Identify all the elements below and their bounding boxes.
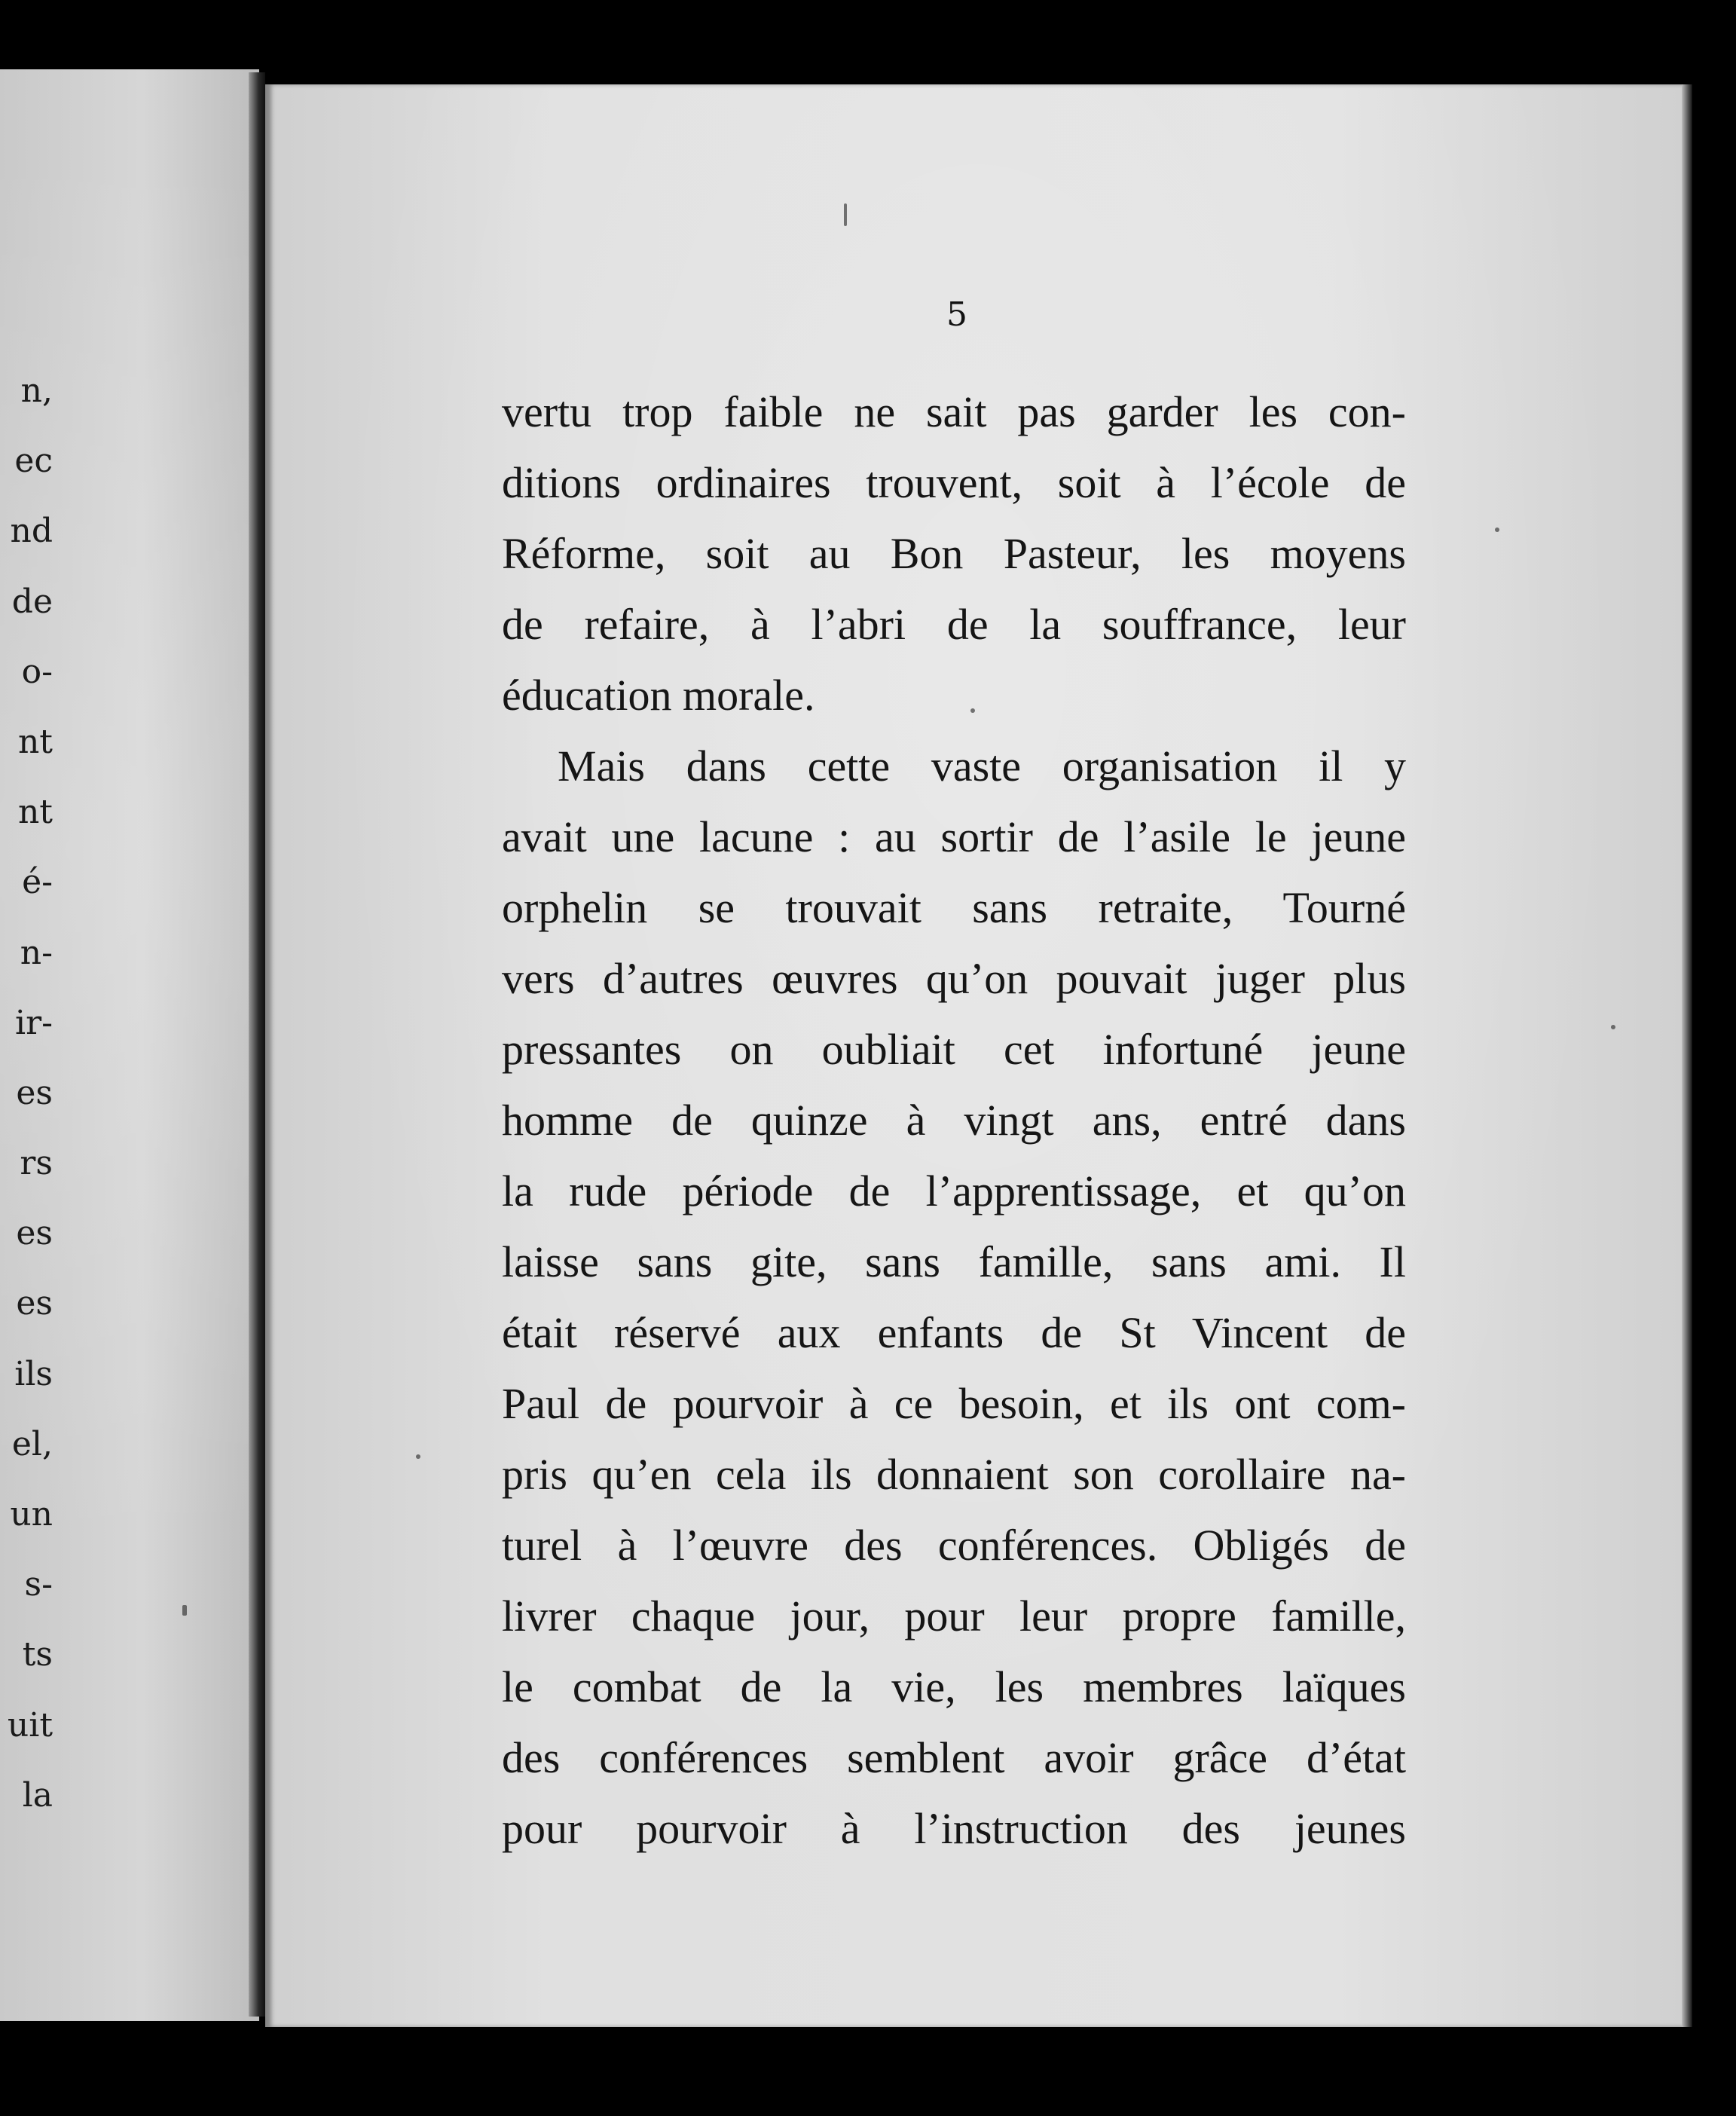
left-line-ending: ec	[14, 442, 53, 481]
left-line-ending: o-	[21, 652, 53, 691]
text-line: vers d’autres œuvres qu’on pouvait juger plus	[502, 954, 1406, 1003]
text-line: Paul de pourvoir à ce besoin, et ils ont com-	[502, 1379, 1406, 1428]
scan-speck	[970, 708, 975, 713]
left-line-ending: n-	[20, 933, 53, 972]
left-line-ending: es	[16, 1214, 53, 1253]
scan-speck	[1611, 1025, 1615, 1029]
book-gutter	[249, 72, 265, 2017]
scan-speck	[416, 1454, 420, 1459]
text-line: pour pourvoir à l’instruction des jeunes	[502, 1804, 1406, 1853]
left-line-ending: el,	[11, 1424, 53, 1463]
page-number: 5	[946, 295, 967, 334]
left-line-ending: uit	[7, 1705, 53, 1744]
scan-speck	[1495, 527, 1499, 532]
paragraph	[502, 377, 1406, 731]
text-line: était réservé aux enfants de St Vincent de	[502, 1308, 1406, 1357]
left-line-ending: ils	[14, 1354, 53, 1393]
text-line: éducation morale.	[502, 671, 815, 720]
text-line: des conférences semblent avoir grâce d’état	[502, 1733, 1406, 1782]
text-line: Réforme, soit au Bon Pasteur, les moyens	[502, 529, 1406, 578]
left-line-ending: n,	[20, 372, 53, 410]
paragraph	[502, 731, 1406, 1864]
text-line: pris qu’en cela ils donnaient son corollaire na-	[502, 1450, 1406, 1499]
text-line: livrer chaque jour, pour leur propre famille,	[502, 1592, 1406, 1641]
left-page-line-endings	[0, 356, 53, 1830]
text-line: orphelin se trouvait sans retraite, Tourné	[502, 883, 1406, 932]
left-line-ending: é-	[22, 863, 53, 902]
left-line-ending: ir-	[15, 1003, 53, 1042]
text-line: pressantes on oubliait cet infortuné jeune	[502, 1025, 1406, 1074]
text-line: vertu trop faible ne sait pas garder les con-	[502, 387, 1406, 436]
text-line: turel à l’œuvre des conférences. Obligés de	[502, 1521, 1406, 1570]
scan-speck	[182, 1605, 187, 1616]
body-text	[502, 377, 1406, 1864]
text-line: laisse sans gite, sans famille, sans ami. Il	[502, 1237, 1406, 1286]
left-line-ending: rs	[20, 1144, 53, 1183]
left-line-ending: de	[11, 582, 53, 621]
text-line: le combat de la vie, les membres laïques	[502, 1662, 1406, 1711]
left-line-ending: un	[10, 1495, 53, 1533]
left-line-ending: es	[16, 1073, 53, 1112]
text-line: avait une lacune : au sortir de l’asile le jeune	[502, 812, 1406, 861]
text-line: la rude période de l’apprentissage, et qu’on	[502, 1167, 1406, 1215]
text-line: Mais dans cette vaste organisation il y	[558, 742, 1406, 790]
left-line-ending: s-	[24, 1565, 53, 1604]
text-line: ditions ordinaires trouvent, soit à l’école de	[502, 458, 1406, 507]
left-line-ending: es	[16, 1284, 53, 1323]
left-line-ending: nt	[17, 722, 53, 761]
left-line-ending: ts	[22, 1635, 53, 1674]
left-line-ending: nd	[10, 512, 53, 551]
left-line-ending: nt	[17, 793, 53, 832]
scan-speck	[844, 203, 847, 226]
page-edge	[1682, 84, 1692, 2027]
text-line: de refaire, à l’abri de la souffrance, leur	[502, 600, 1406, 649]
text-line: homme de quinze à vingt ans, entré dans	[502, 1096, 1406, 1145]
left-line-ending: la	[22, 1775, 53, 1815]
